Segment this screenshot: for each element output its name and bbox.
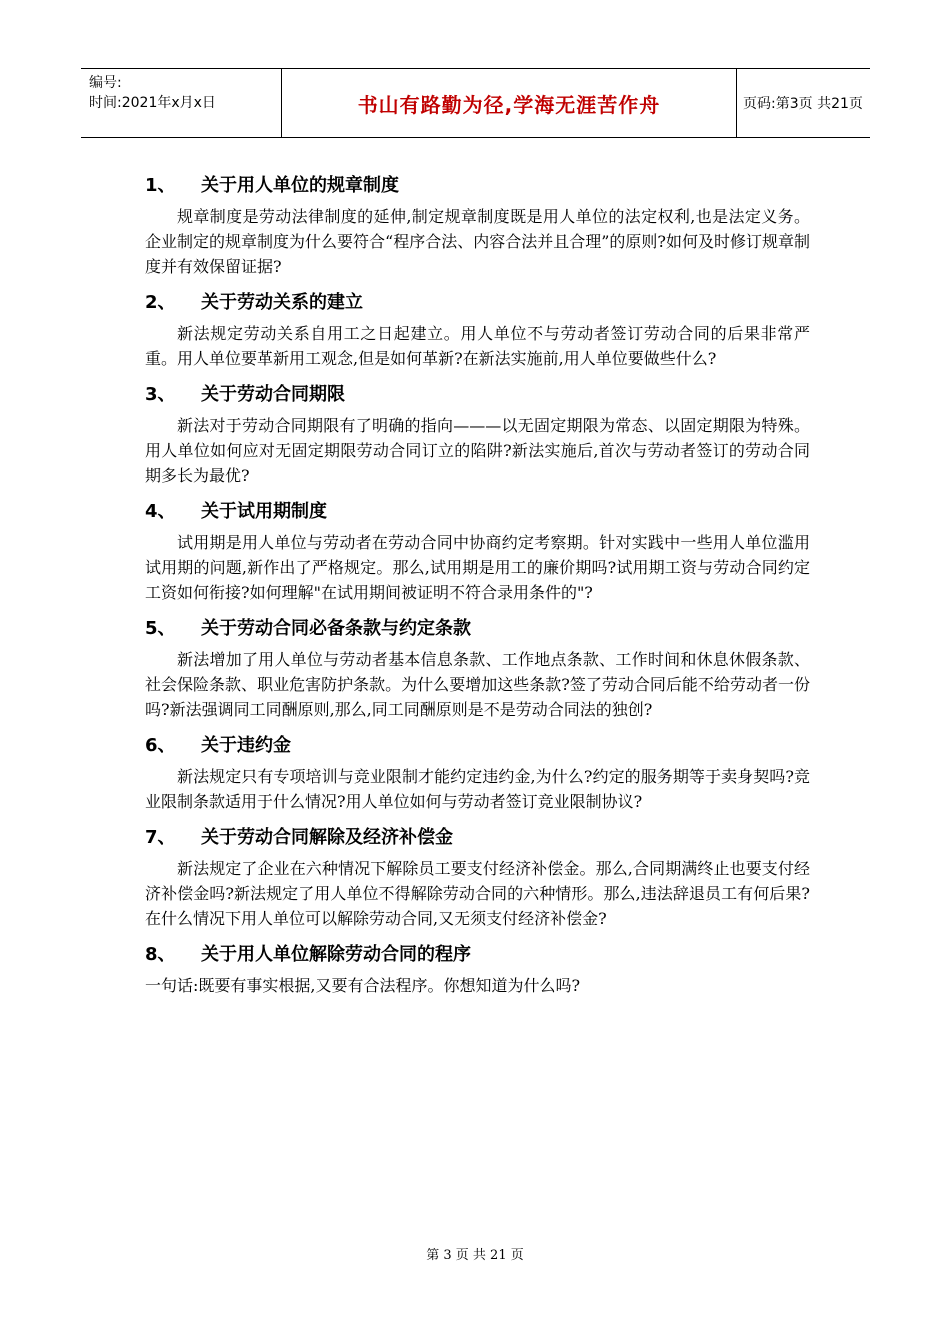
section-heading [145,170,810,202]
section-paragraph: 规章制度是劳动法律制度的延伸,制定规章制度既是用人单位的法定权利,也是法定义务。企业制定的规章制度为什么要符合“程序合法、内容合法并且合理”的原则?如何及时修订规章制度并有效保留证据? [145,207,810,276]
section-2 [145,287,810,371]
section-title: 关于违约金 [201,735,291,756]
section-paragraph: 新法增加了用人单位与劳动者基本信息条款、工作地点条款、工作时间和休息休假条款、社会保险条款、职业危害防护条款。为什么要增加这些条款?签了劳动合同后能不给劳动者一份吗?新法强调同工同酬原则,那么,同工同酬原则是不是劳动合同法的独创? [145,650,810,719]
section-title: 关于试用期制度 [201,501,327,522]
section-paragraph: 新法规定劳动关系自用工之日起建立。用人单位不与劳动者签订劳动合同的后果非常严重。用人单位要革新用工观念,但是如何革新?在新法实施前,用人单位要做些什么? [145,324,810,368]
section-paragraph: 试用期是用人单位与劳动者在劳动合同中协商约定考察期。针对实践中一些用人单位滥用试用期的问题,新作出了严格规定。那么,试用期是用工的廉价期吗?试用期工资与劳动合同约定工资如何衔接?如何理解"在试用期间被证明不符合录用条件的"? [145,533,810,602]
section-number: 3、 [145,384,176,405]
section-number: 5、 [145,618,176,639]
section-title: 关于劳动关系的建立 [201,292,363,313]
header-motto-cell [281,69,737,137]
section-7 [145,822,810,931]
section-title: 关于用人单位解除劳动合同的程序 [201,944,471,965]
section-paragraph: 新法对于劳动合同期限有了明确的指向———以无固定期限为常态、以固定期限为特殊。用人单位如何应对无固定期限劳动合同订立的陷阱?新法实施后,首次与劳动者签订的劳动合同期多长为最优? [145,416,810,485]
section-heading [145,822,810,854]
section-4 [145,496,810,605]
section-6 [145,730,810,814]
header-motto: 书山有路勤为径,学海无涯苦作舟 [357,92,661,117]
section-heading [145,730,810,762]
section-number: 8、 [145,944,176,965]
page-footer: 第 3 页 共 21 页 [426,1248,524,1263]
section-title: 关于劳动合同必备条款与约定条款 [201,618,471,639]
section-1 [145,170,810,279]
section-paragraph: 新法规定只有专项培训与竞业限制才能约定违约金,为什么?约定的服务期等于卖身契吗?竞业限制条款适用于什么情况?用人单位如何与劳动者签订竞业限制协议? [145,767,810,811]
header-meta [81,69,281,137]
header-page-info: 页码:第3页 共21页 [743,96,863,112]
section-paragraph: 新法规定了企业在六种情况下解除员工要支付经济补偿金。那么,合同期满终止也要支付经济补偿金吗?新法规定了用人单位不得解除劳动合同的六种情形。那么,违法辞退员工有何后果?在什么情况下用人单位可以解除劳动合同,又无须支付经济补偿金? [145,859,810,928]
section-5 [145,613,810,722]
document-time-label: 时间:2021年x月x日 [89,95,216,111]
section-heading [145,496,810,528]
section-title: 关于劳动合同解除及经济补偿金 [201,827,453,848]
section-heading [145,379,810,411]
section-8 [145,939,810,998]
document-number-label: 编号: [89,75,122,91]
section-paragraph: 一句话:既要有事实根据,又要有合法程序。你想知道为什么吗? [145,976,581,995]
section-number: 7、 [145,827,176,848]
page-header [81,68,870,138]
section-title: 关于用人单位的规章制度 [201,175,399,196]
section-heading [145,613,810,645]
section-number: 6、 [145,735,176,756]
section-title: 关于劳动合同期限 [201,384,345,405]
document-body [145,170,810,1006]
section-heading [145,939,810,971]
section-number: 4、 [145,501,176,522]
section-number: 1、 [145,175,176,196]
section-number: 2、 [145,292,176,313]
section-heading [145,287,810,319]
section-3 [145,379,810,488]
